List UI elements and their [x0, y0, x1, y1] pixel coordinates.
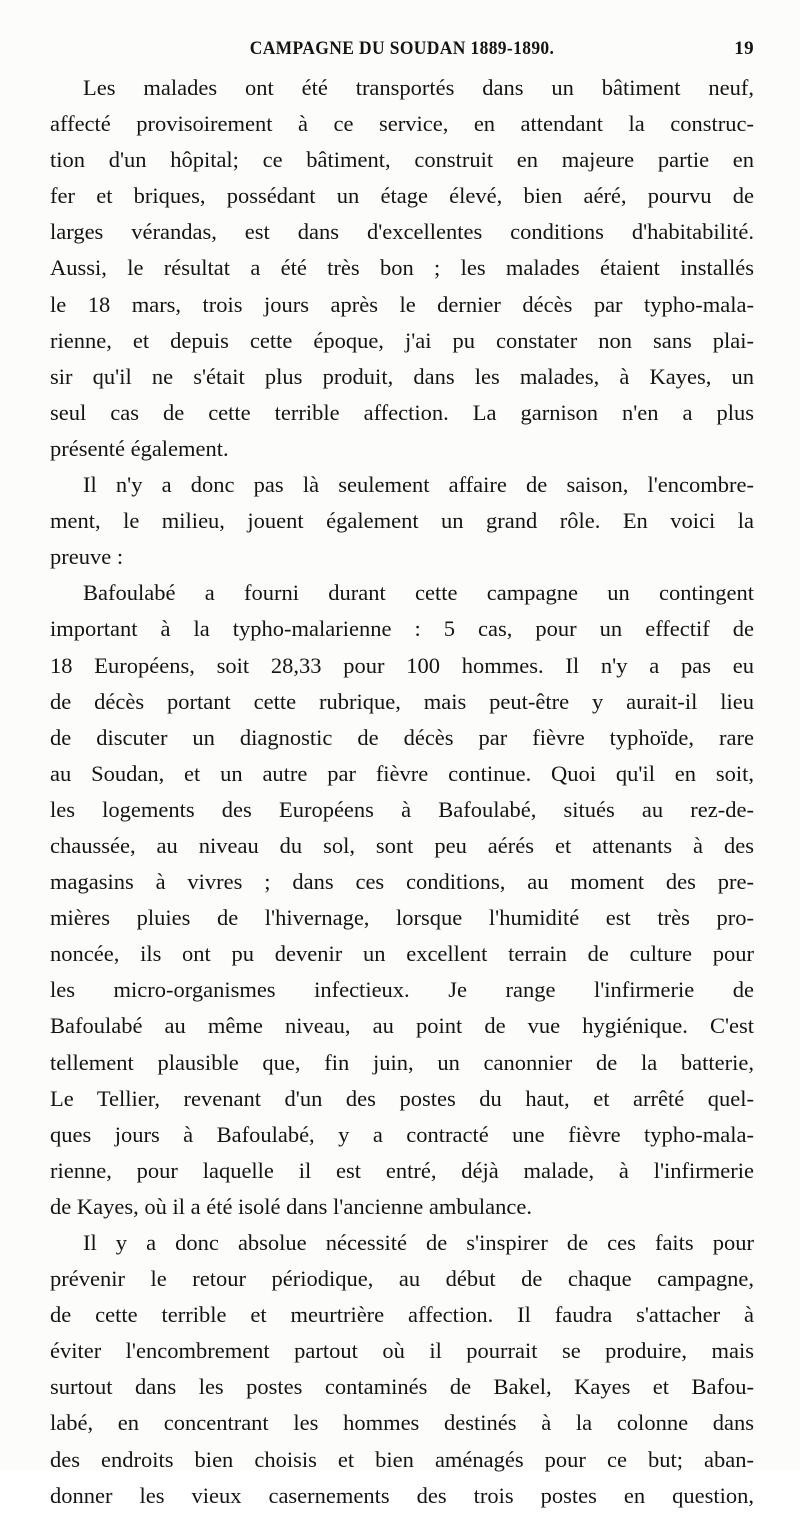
text-line: larges vérandas, est dans d'excellentes conditions d'habitabilité. — [50, 219, 754, 245]
text-line: sir qu'il ne s'était plus produit, dans les malades, à Kayes, un — [50, 363, 754, 389]
text-line: Les malades ont été transportés dans un bâtiment neuf, — [83, 75, 754, 100]
text-line: 18 Européens, soit 28,33 pour 100 hommes. Il n'y a pas eu — [50, 652, 754, 678]
text-line: Il n'y a donc pas là seulement affaire de saison, l'encombre- — [83, 472, 754, 498]
text-line: Bafoulabé a fourni durant cette campagne un contingent — [83, 580, 754, 606]
text-line: Le Tellier, revenant d'un des postes du haut, et arrêté quel- — [50, 1085, 754, 1111]
running-title: CAMPAGNE DU SOUDAN 1889-1890. — [249, 38, 555, 59]
text-line: Il y a donc absolue nécessité de s'inspirer de ces faits pour — [83, 1230, 754, 1255]
text-line: éviter l'encombrement partout où il pourrait se produire, mais — [50, 1338, 754, 1364]
text-line: preuve : — [50, 544, 124, 570]
text-line: de cette terrible et meurtrière affection. Il faudra s'attacher à — [50, 1302, 754, 1328]
text-line: fer et briques, possédant un étage élevé, bien aéré, pourvu de — [50, 183, 754, 209]
text-line: surtout dans les postes contaminés de Bakel, Kayes et Bafou- — [50, 1374, 754, 1400]
running-head — [50, 38, 754, 64]
text-line: Bafoulabé au même niveau, au point de vue hygiénique. C'est — [50, 1013, 754, 1039]
text-line: les logements des Européens à Bafoulabé, situés au rez-de- — [50, 796, 754, 822]
text-line: tellement plausible que, fin juin, un canonnier de la batterie, — [50, 1049, 754, 1075]
text-line: au Soudan, et un autre par fièvre continue. Quoi qu'il en soit, — [50, 760, 754, 786]
text-line: Aussi, le résultat a été très bon ; les malades étaient installés — [50, 255, 754, 281]
text-line: ment, le milieu, jouent également un grand rôle. En voici la — [50, 508, 754, 534]
page-number: 19 — [734, 38, 754, 59]
text-line: présenté également. — [50, 435, 229, 461]
text-line: rienne, pour laquelle il est entré, déjà malade, à l'infirmerie — [50, 1157, 754, 1183]
text-line: des endroits bien choisis et bien aménagés pour ce but; aban- — [50, 1446, 754, 1472]
text-line: le 18 mars, trois jours après le dernier décès par typho-mala- — [50, 291, 754, 317]
text-line: magasins à vivres ; dans ces conditions, au moment des pre- — [50, 869, 754, 895]
text-line: tion d'un hôpital; ce bâtiment, construit en majeure partie en — [50, 147, 754, 173]
text-line: les micro-organismes infectieux. Je range l'infirmerie de — [50, 977, 754, 1003]
text-line: noncée, ils ont pu devenir un excellent terrain de culture pour — [50, 941, 754, 967]
text-line: seul cas de cette terrible affection. La garnison n'en a plus — [50, 399, 754, 425]
text-line: important à la typho-malarienne : 5 cas, pour un effectif de — [50, 616, 754, 642]
text-line: de décès portant cette rubrique, mais peut-être y aurait-il lieu — [50, 688, 754, 714]
text-line: affecté provisoirement à ce service, en attendant la construc- — [50, 111, 754, 137]
text-line: rienne, et depuis cette époque, j'ai pu constater non sans plai- — [50, 327, 754, 353]
text-line: de discuter un diagnostic de décès par fièvre typhoïde, rare — [50, 724, 754, 750]
text-line: mières pluies de l'hivernage, lorsque l'humidité est très pro- — [50, 905, 754, 931]
text-line: donner les vieux casernements des trois postes en question, — [50, 1482, 754, 1508]
text-line: prévenir le retour périodique, au début de chaque campagne, — [50, 1266, 754, 1292]
text-line: chaussée, au niveau du sol, sont peu aérés et attenants à des — [50, 832, 754, 858]
text-line: de Kayes, où il a été isolé dans l'ancienne ambulance. — [50, 1193, 532, 1219]
body-text — [50, 70, 754, 1514]
text-line: labé, en concentrant les hommes destinés à la colonne dans — [50, 1410, 754, 1436]
text-line: ques jours à Bafoulabé, y a contracté une fièvre typho-mala- — [50, 1121, 754, 1147]
